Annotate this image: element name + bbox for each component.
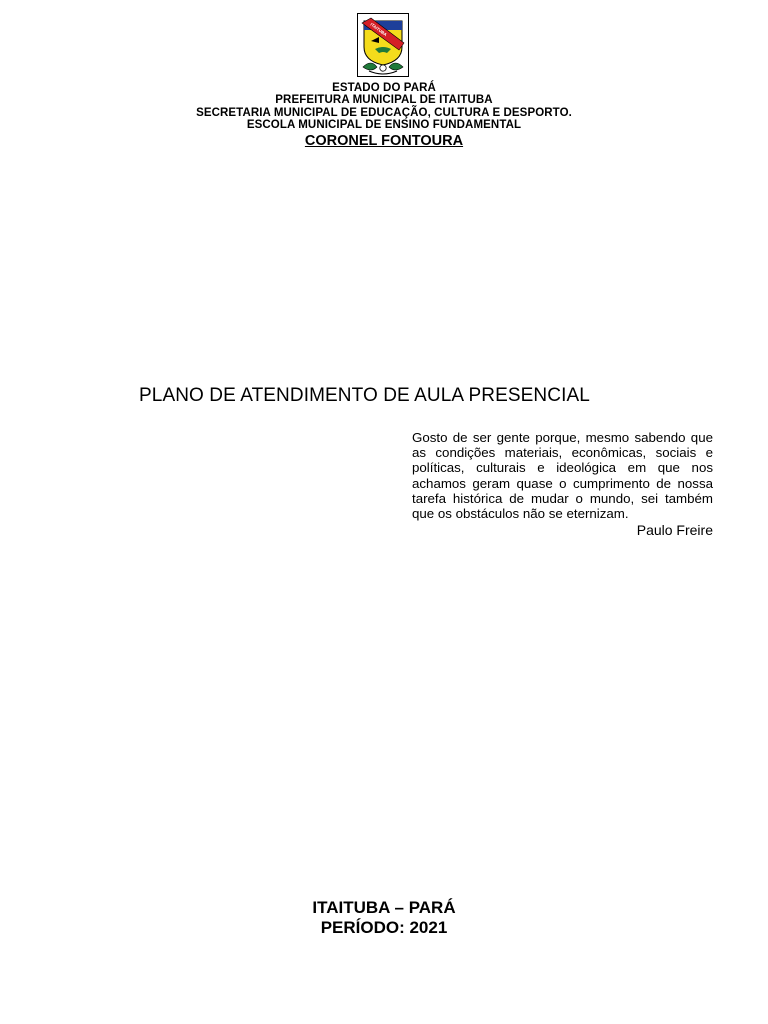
school-name: CORONEL FONTOURA <box>304 133 464 150</box>
footer-city: ITAITUBA – PARÁ <box>312 898 456 917</box>
footer-period: PERÍODO: 2021 <box>320 918 448 937</box>
quote-author: Paulo Freire <box>636 522 713 539</box>
epigraph-quote <box>412 430 713 539</box>
header-school-type: ESCOLA MUNICIPAL DE ENSINO FUNDAMENTAL <box>246 118 522 131</box>
document-footer <box>0 898 768 938</box>
header-prefecture: PREFEITURA MUNICIPAL DE ITAITUBA <box>275 94 493 107</box>
quote-text: Gosto de ser gente porque, mesmo sabendo que as condições materiais, econômicas, sociais e políticas, culturais e ideológica em que nos achamos geram quase o cumprimento de nossa tarefa histórica de mudar o mundo, sei também que os obstáculos não se eternizam. <box>412 430 713 522</box>
header-state: ESTADO DO PARÁ <box>332 82 436 94</box>
crest-ribbon-text: ITAITUBA <box>369 21 388 38</box>
institution-header <box>0 82 768 150</box>
school-crest-emblem <box>357 13 409 77</box>
crest-icon <box>357 13 409 77</box>
header-secretariat: SECRETARIA MUNICIPAL DE EDUCAÇÃO, CULTURA E DESPORTO. <box>196 106 572 119</box>
document-title: PLANO DE ATENDIMENTO DE AULA PRESENCIAL <box>139 385 590 406</box>
